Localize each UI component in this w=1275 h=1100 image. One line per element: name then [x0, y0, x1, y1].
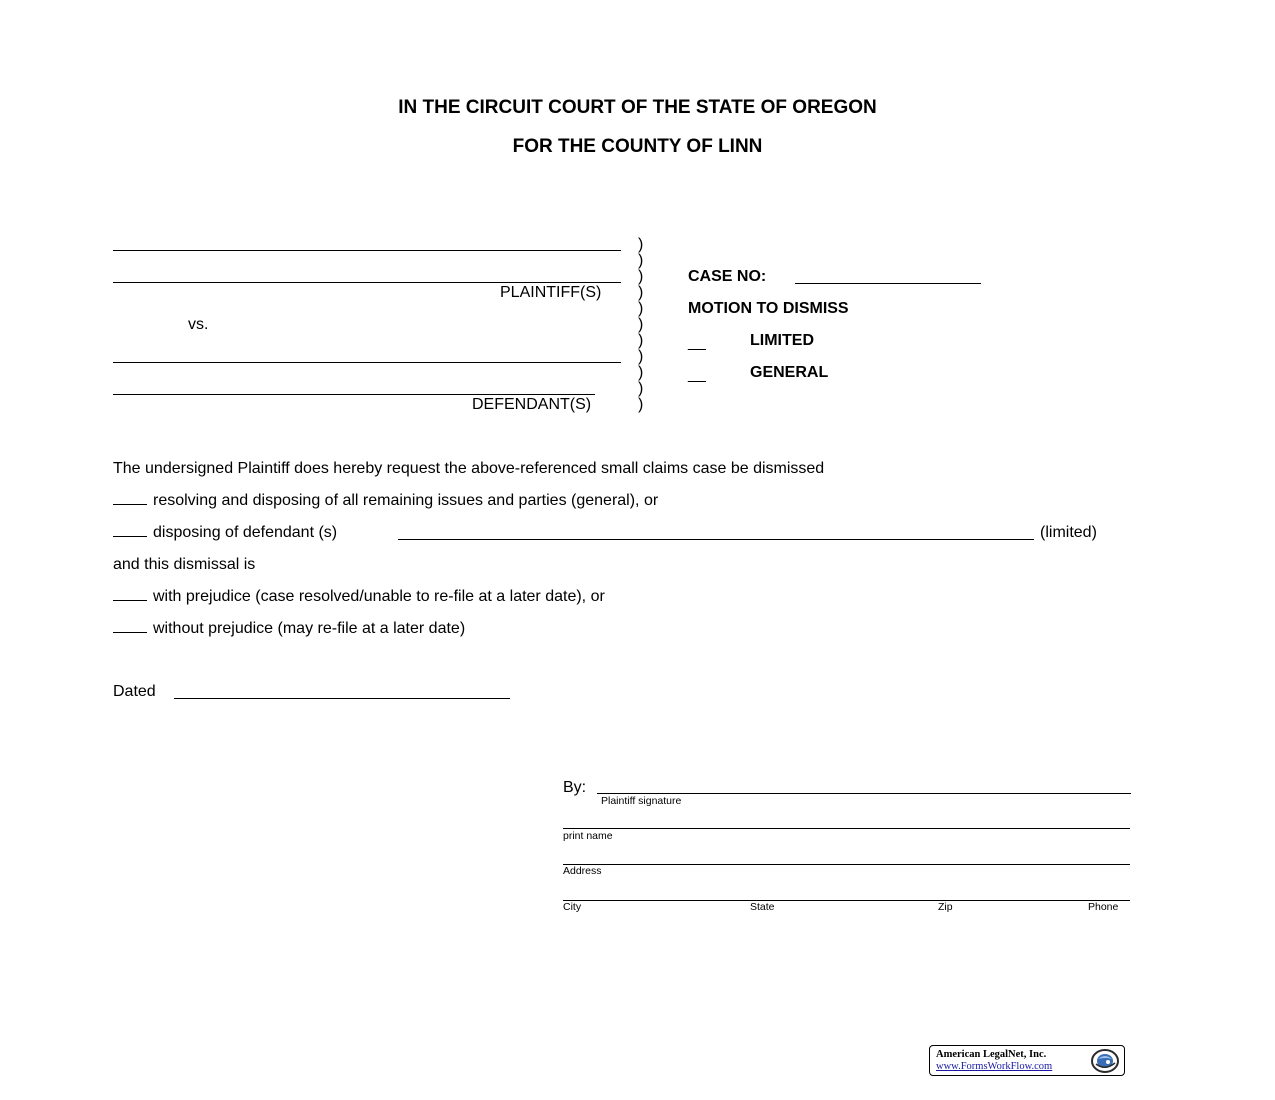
zip-label: Zip	[938, 901, 953, 913]
company-url[interactable]: www.FormsWorkFlow.com	[936, 1061, 1053, 1072]
case-no-field[interactable]	[795, 283, 981, 284]
caption-paren: )	[638, 396, 644, 413]
general-label: GENERAL	[750, 364, 829, 381]
caption-paren: )	[638, 236, 644, 253]
general-option-text: resolving and disposing of all remaining issues and parties (general), or	[153, 492, 659, 509]
signature-field[interactable]	[597, 793, 1131, 794]
general-checkbox[interactable]: __	[688, 366, 706, 383]
general-option	[113, 492, 658, 510]
case-no-label: CASE NO:	[688, 268, 767, 285]
caption-paren: )	[638, 268, 644, 285]
county-title: FOR THE COUNTY OF LINN	[512, 136, 763, 157]
defendant-label: DEFENDANT(S)	[472, 396, 592, 413]
dated-label: Dated	[113, 683, 156, 700]
plaintiff-line-1[interactable]	[113, 250, 621, 251]
caption-paren: )	[638, 252, 644, 269]
limited-option-blank[interactable]	[113, 524, 147, 537]
legalnet-logo[interactable]	[929, 1045, 1125, 1076]
globe-icon	[1088, 1047, 1122, 1074]
caption-paren: )	[638, 380, 644, 397]
city-label: City	[563, 901, 582, 913]
city-state-zip-phone-field[interactable]	[563, 900, 1130, 901]
address-label: Address	[563, 865, 602, 877]
state-label: State	[750, 901, 775, 913]
with-prejudice-option	[113, 588, 605, 606]
limited-option	[113, 524, 337, 542]
print-name-label: print name	[563, 830, 613, 842]
limited-label: LIMITED	[750, 332, 814, 349]
court-title: IN THE CIRCUIT COURT OF THE STATE OF OREGON	[398, 97, 877, 118]
general-option-blank[interactable]	[113, 492, 147, 505]
defendant-line-2[interactable]	[113, 394, 595, 395]
with-prejudice-blank[interactable]	[113, 588, 147, 601]
caption-paren: )	[638, 300, 644, 317]
vs-label: vs.	[188, 316, 209, 333]
motion-title: MOTION TO DISMISS	[688, 300, 849, 317]
phone-label: Phone	[1088, 901, 1119, 913]
limited-suffix: (limited)	[1040, 524, 1097, 541]
limited-checkbox[interactable]: __	[688, 334, 706, 351]
caption-paren: )	[638, 284, 644, 301]
plaintiff-line-2[interactable]	[113, 282, 621, 283]
without-prejudice-option	[113, 620, 465, 638]
without-prejudice-blank[interactable]	[113, 620, 147, 633]
plaintiff-signature-label: Plaintiff signature	[601, 795, 682, 807]
caption-paren: )	[638, 348, 644, 365]
defendant-name-field[interactable]	[398, 539, 1034, 540]
caption-paren: )	[638, 332, 644, 349]
with-prejudice-text: with prejudice (case resolved/unable to re-file at a later date), or	[153, 588, 605, 605]
intro-text: The undersigned Plaintiff does hereby request the above-referenced small claims case be dismissed	[113, 460, 825, 477]
company-name: American LegalNet, Inc.	[936, 1049, 1047, 1060]
caption-paren: )	[638, 364, 644, 381]
plaintiff-label: PLAINTIFF(S)	[500, 284, 602, 301]
limited-option-text: disposing of defendant (s)	[153, 524, 338, 541]
dismissal-is-text: and this dismissal is	[113, 556, 256, 573]
dated-field[interactable]	[174, 698, 510, 699]
defendant-line-1[interactable]	[113, 362, 621, 363]
by-label: By:	[563, 779, 587, 796]
without-prejudice-text: without prejudice (may re-file at a later date)	[153, 620, 466, 637]
caption-paren: )	[638, 316, 644, 333]
address-field[interactable]	[563, 864, 1130, 865]
print-name-field[interactable]	[563, 828, 1130, 829]
